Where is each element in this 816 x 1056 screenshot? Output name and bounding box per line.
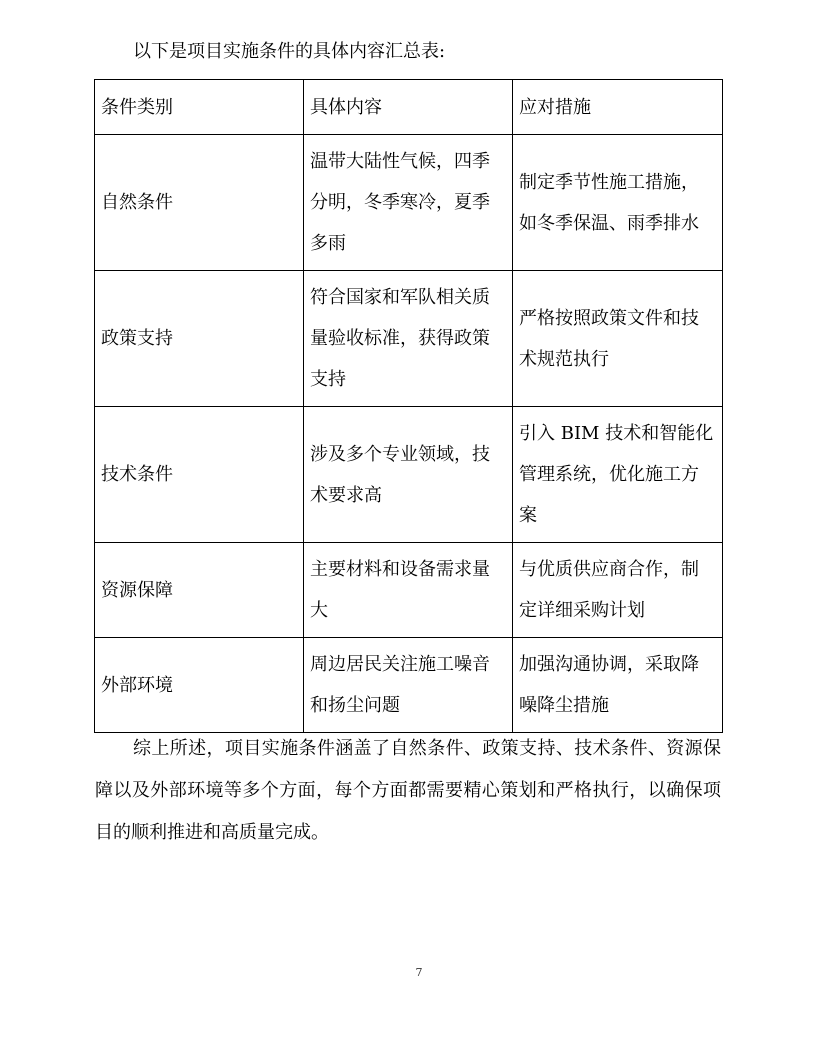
cell-content: 主要材料和设备需求量大 xyxy=(304,543,513,638)
cell-measure: 与优质供应商合作，制定详细采购计划 xyxy=(513,543,723,638)
intro-paragraph: 以下是项目实施条件的具体内容汇总表: xyxy=(133,41,446,62)
cell-category: 政策支持 xyxy=(95,271,304,407)
cell-measure: 严格按照政策文件和技术规范执行 xyxy=(513,271,723,407)
cell-content: 涉及多个专业领域，技术要求高 xyxy=(304,407,513,543)
cell-content: 温带大陆性气候，四季分明，冬季寒冷，夏季多雨 xyxy=(304,135,513,271)
cell-content: 符合国家和军队相关质量验收标准，获得政策支持 xyxy=(304,271,513,407)
cell-category: 资源保障 xyxy=(95,543,304,638)
header-cell-measure: 应对措施 xyxy=(513,80,723,135)
conclusion-paragraph: 综上所述，项目实施条件涵盖了自然条件、政策支持、技术条件、资源保障以及外部环境等多个方面，每个方面都需要精心策划和严格执行，以确保项目的顺利推进和高质量完成。 xyxy=(95,738,721,843)
conditions-summary-table xyxy=(94,79,723,733)
header-cell-content: 具体内容 xyxy=(304,80,513,135)
table-row xyxy=(95,271,723,407)
table-row xyxy=(95,638,723,733)
cell-category: 自然条件 xyxy=(95,135,304,271)
cell-category: 技术条件 xyxy=(95,407,304,543)
page-number: 7 xyxy=(415,966,423,979)
table-row xyxy=(95,407,723,543)
cell-measure: 引入 BIM 技术和智能化管理系统，优化施工方案 xyxy=(513,407,723,543)
cell-content: 周边居民关注施工噪音和扬尘问题 xyxy=(304,638,513,733)
table-row xyxy=(95,543,723,638)
cell-category: 外部环境 xyxy=(95,638,304,733)
cell-measure: 制定季节性施工措施，如冬季保温、雨季排水 xyxy=(513,135,723,271)
cell-measure: 加强沟通协调，采取降噪降尘措施 xyxy=(513,638,723,733)
header-cell-category: 条件类别 xyxy=(95,80,304,135)
table-header-row xyxy=(95,80,723,135)
table-row xyxy=(95,135,723,271)
